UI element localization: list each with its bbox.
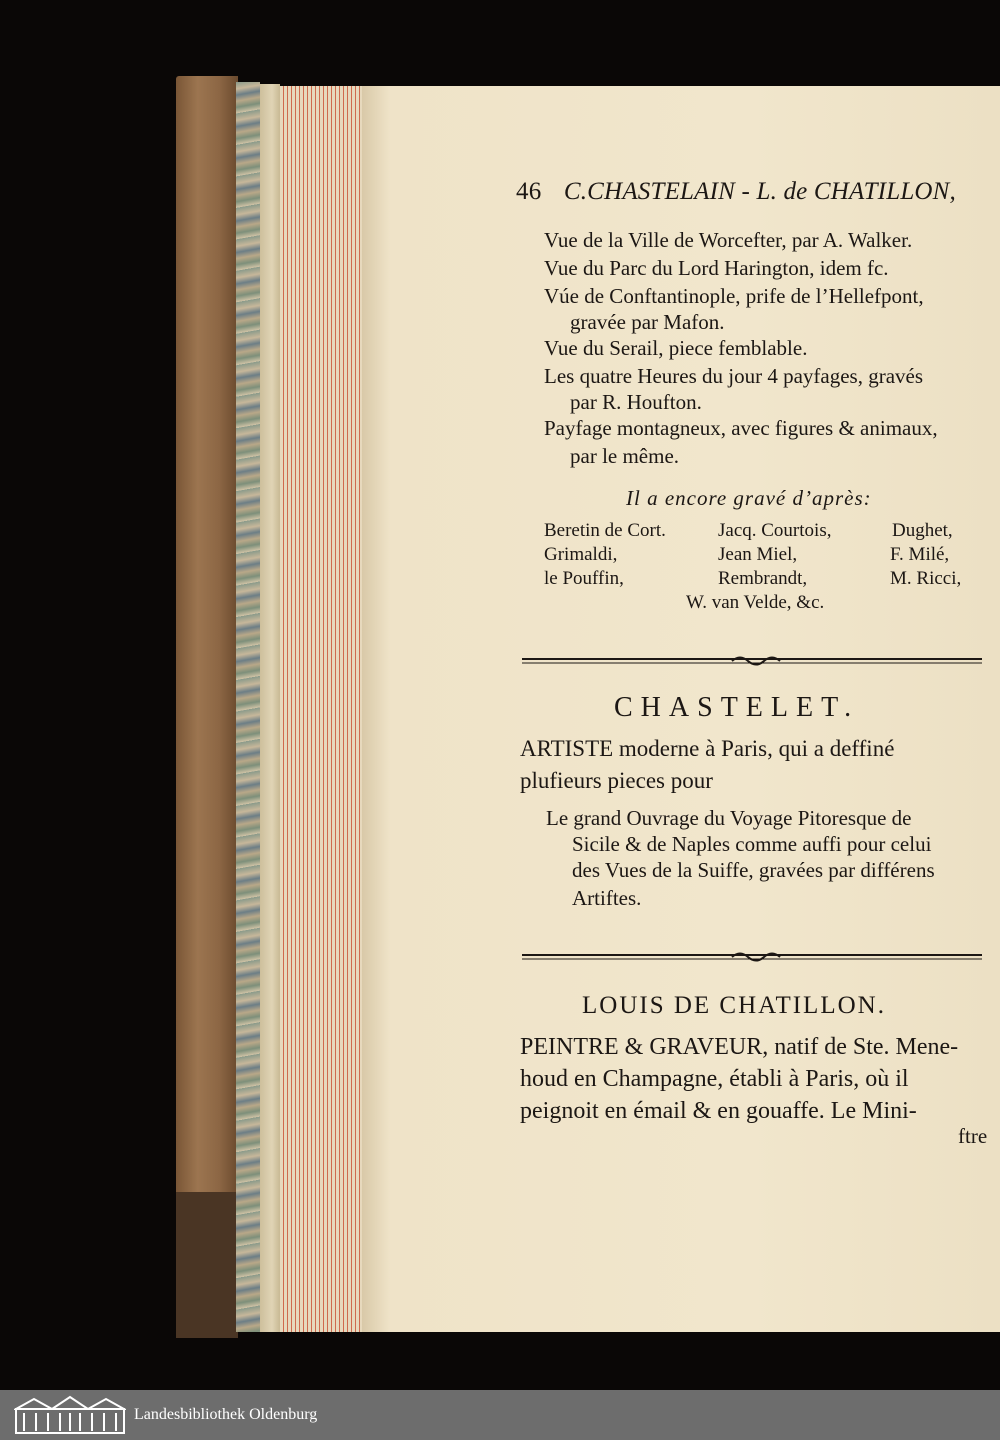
- artist-name: W. van Velde, &c.: [686, 592, 825, 613]
- running-head: [516, 178, 956, 206]
- artist-name: Beretin de Cort.: [544, 520, 666, 541]
- text-line: Vue de la Ville de Worcefter, par A. Walker.: [544, 228, 913, 252]
- text-line: Payfage montagneux, avec figures & animaux,: [544, 416, 938, 440]
- book-spine: [176, 76, 238, 1338]
- text-line: Les quatre Heures du jour 4 payfages, gravés: [544, 364, 924, 388]
- text-line: Artiftes.: [572, 886, 642, 910]
- text-line: ARTISTE moderne à Paris, qui a deffiné: [520, 736, 895, 761]
- artist-name: Grimaldi,: [544, 544, 618, 565]
- text-line: des Vues de la Suiffe, gravées par différens: [572, 858, 935, 882]
- artist-name: le Pouffin,: [544, 568, 624, 589]
- endleaves: [260, 84, 280, 1332]
- text-line: plufieurs pieces pour: [520, 768, 713, 793]
- artist-name: Dughet,: [892, 520, 953, 541]
- page-number: 46: [516, 178, 542, 205]
- text-line: PEINTRE & GRAVEUR, natif de Ste. Mene-: [520, 1034, 959, 1060]
- artist-name: F. Milé,: [890, 544, 950, 565]
- artist-name: M. Ricci,: [890, 568, 962, 589]
- text-line: gravée par Mafon.: [570, 310, 725, 334]
- chatillon-title: LOUIS DE CHATILLON.: [582, 992, 886, 1019]
- text-line: Le grand Ouvrage du Voyage Pitoresque de: [546, 806, 912, 830]
- text-line: peignoit en émail & en gouaffe. Le Mini-: [520, 1098, 917, 1124]
- footer-bar: [0, 1390, 1000, 1440]
- running-title: C.CHASTELAIN - L. de CHATILLON,: [563, 178, 956, 205]
- artist-name: Jean Miel,: [718, 544, 798, 565]
- artist-name: Rembrandt,: [718, 568, 808, 589]
- spine-leather-wear: [176, 1192, 238, 1338]
- text-line: Vue du Serail, piece femblable.: [544, 336, 808, 360]
- also-engraved-heading: Il a encore gravé d’après:: [626, 486, 872, 510]
- text-line: Vúe de Conftantinople, prife de l’Hellefpont,: [544, 284, 924, 308]
- ornamental-rule: [522, 950, 982, 964]
- library-building-logo-icon: [14, 1395, 126, 1435]
- catchword: ftre: [958, 1124, 988, 1148]
- text-line: Sicile & de Naples comme auffi pour celui: [572, 832, 932, 856]
- library-name: Landesbibliothek Oldenburg: [134, 1406, 318, 1423]
- text-line: par le même.: [570, 444, 680, 468]
- ornamental-rule: [522, 654, 982, 668]
- chastelet-title: CHASTELET.: [614, 692, 860, 723]
- artist-name: Jacq. Courtois,: [718, 520, 832, 541]
- text-line: houd en Champagne, établi à Paris, où il: [520, 1066, 909, 1092]
- text-line: Vue du Parc du Lord Harington, idem fc.: [544, 256, 889, 280]
- red-page-edges: [280, 86, 362, 1332]
- marbled-paper: [236, 82, 260, 1332]
- text-line: par R. Houfton.: [570, 390, 702, 414]
